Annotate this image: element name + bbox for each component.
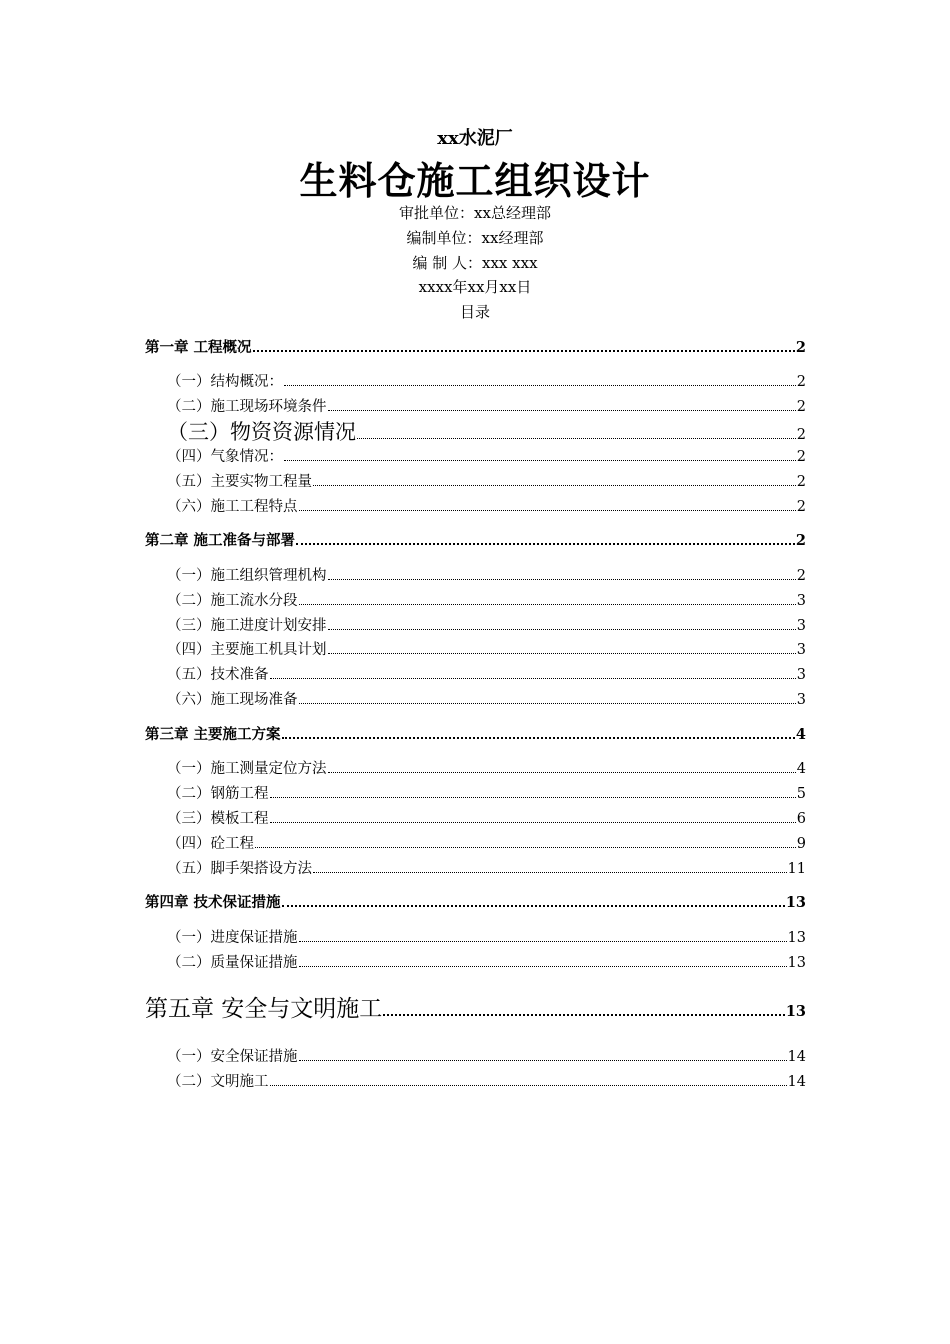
toc-label: （三）施工进度计划安排 (167, 618, 327, 634)
leader-dots (284, 384, 796, 386)
leader-dots (284, 459, 796, 461)
toc-section[interactable] (167, 832, 806, 853)
toc-page-number: 14 (787, 1074, 806, 1090)
leader-dots (328, 409, 796, 411)
leader-dots (253, 349, 795, 352)
toc-page-number: 4 (795, 726, 806, 743)
leader-dots (299, 940, 787, 942)
toc-section[interactable] (167, 757, 806, 778)
toc-chapter-2[interactable] (145, 529, 806, 550)
toc-page-number: 14 (787, 1049, 806, 1065)
toc-section[interactable] (167, 1045, 806, 1066)
toc-section[interactable] (167, 1070, 806, 1091)
leader-dots (313, 484, 796, 486)
toc-label: （二）文明施工 (167, 1074, 269, 1090)
toc-section[interactable] (167, 445, 806, 466)
toc-section[interactable] (167, 926, 806, 947)
toc-label: （一）施工测量定位方法 (167, 761, 327, 777)
toc-page-number: 6 (796, 811, 806, 827)
leader-dots (299, 965, 787, 967)
leader-dots (313, 871, 787, 873)
toc-label: （一）结构概况： (167, 374, 283, 390)
toc-section[interactable] (167, 663, 806, 684)
toc-page-number: 11 (787, 861, 806, 877)
toc-label: （四）砼工程 (167, 836, 254, 852)
leader-dots (270, 821, 796, 823)
approver-line: 审批单位：xx总经理部 (399, 204, 551, 222)
toc-chapter-5[interactable] (145, 990, 806, 1023)
leader-dots (383, 1013, 785, 1016)
leader-dots (282, 736, 795, 739)
toc-label: （一）施工组织管理机构 (167, 568, 327, 584)
toc-section[interactable] (167, 951, 806, 972)
toc-label: （一）安全保证措施 (167, 1049, 298, 1065)
toc-heading: 目录 (459, 303, 490, 321)
toc-label: 第三章 主要施工方案 (145, 726, 281, 743)
toc-page-number: 3 (796, 667, 806, 683)
toc-page-number: 2 (796, 499, 806, 515)
leader-dots (270, 677, 796, 679)
toc-section[interactable] (167, 470, 806, 491)
toc-label: （六）施工工程特点 (167, 499, 298, 515)
toc-label: （五）脚手架搭设方法 (167, 861, 312, 877)
toc-label: 第一章 工程概况 (145, 339, 252, 356)
toc-section[interactable] (167, 857, 806, 878)
toc-section[interactable] (167, 416, 806, 446)
leader-dots (299, 1059, 787, 1061)
toc-label: （四）主要施工机具计划 (167, 642, 327, 658)
toc-page-number: 2 (796, 427, 806, 443)
toc-section[interactable] (167, 395, 806, 416)
leader-dots (328, 652, 796, 654)
toc-page-number: 3 (796, 593, 806, 609)
toc-page-number: 2 (796, 568, 806, 584)
toc-label: （二）质量保证措施 (167, 955, 298, 971)
toc-label: 第二章 施工准备与部署 (145, 532, 296, 549)
leader-dots (299, 509, 796, 511)
toc-label: （一）进度保证措施 (167, 930, 298, 946)
leader-dots (270, 796, 796, 798)
organization-name: xx水泥厂 (437, 128, 513, 149)
document-title: 生料仓施工组织设计 (299, 159, 651, 203)
toc-section[interactable] (167, 688, 806, 709)
toc-page-number: 3 (796, 618, 806, 634)
toc-chapter-4[interactable] (145, 891, 806, 912)
toc-label: （五）技术准备 (167, 667, 269, 683)
toc-page-number: 9 (796, 836, 806, 852)
toc-section[interactable] (167, 807, 806, 828)
toc-page-number: 2 (796, 474, 806, 490)
toc-page-number: 2 (795, 532, 806, 549)
toc-page-number: 2 (796, 399, 806, 415)
toc-label: （五）主要实物工程量 (167, 474, 312, 490)
toc-page-number: 13 (787, 930, 806, 946)
compiler-line: 编制单位：xx经理部 (406, 229, 544, 247)
toc-section[interactable] (167, 782, 806, 803)
toc-page-number: 2 (795, 339, 806, 356)
toc-page-number: 2 (796, 374, 806, 390)
leader-dots (299, 603, 796, 605)
toc-section[interactable] (167, 495, 806, 516)
toc-section[interactable] (167, 564, 806, 585)
toc-label: （三）物资资源情况 (167, 420, 356, 444)
toc-chapter-3[interactable] (145, 723, 806, 744)
toc-label: （二）钢筋工程 (167, 786, 269, 802)
toc-page-number: 13 (787, 955, 806, 971)
leader-dots (328, 628, 796, 630)
date-line: xxxx年xx月xx日 (418, 278, 532, 296)
leader-dots (328, 771, 796, 773)
toc-page-number: 2 (796, 449, 806, 465)
toc-section[interactable] (167, 614, 806, 635)
toc-label: （二）施工流水分段 (167, 593, 298, 609)
toc-section[interactable] (167, 589, 806, 610)
leader-dots (270, 1084, 787, 1086)
toc-label: 第四章 技术保证措施 (145, 894, 281, 911)
leader-dots (299, 702, 796, 704)
toc-section[interactable] (167, 370, 806, 391)
toc-label: （四）气象情况： (167, 449, 283, 465)
leader-dots (357, 437, 796, 439)
toc-page-number: 13 (785, 1003, 806, 1020)
author-line: 编 制 人：xxx xxx (412, 254, 538, 272)
toc-label: 第五章 安全与文明施工 (145, 996, 383, 1022)
toc-page-number: 3 (796, 692, 806, 708)
toc-label: （六）施工现场准备 (167, 692, 298, 708)
toc-label: （三）模板工程 (167, 811, 269, 827)
leader-dots (328, 578, 796, 580)
toc-page-number: 5 (796, 786, 806, 802)
toc-chapter-1[interactable] (145, 336, 806, 357)
leader-dots (282, 904, 785, 907)
leader-dots (296, 542, 795, 545)
toc-label: （二）施工现场环境条件 (167, 399, 327, 415)
toc-page-number: 3 (796, 642, 806, 658)
toc-section[interactable] (167, 638, 806, 659)
leader-dots (255, 846, 796, 848)
toc-page-number: 13 (785, 894, 806, 911)
toc-page-number: 4 (796, 761, 806, 777)
